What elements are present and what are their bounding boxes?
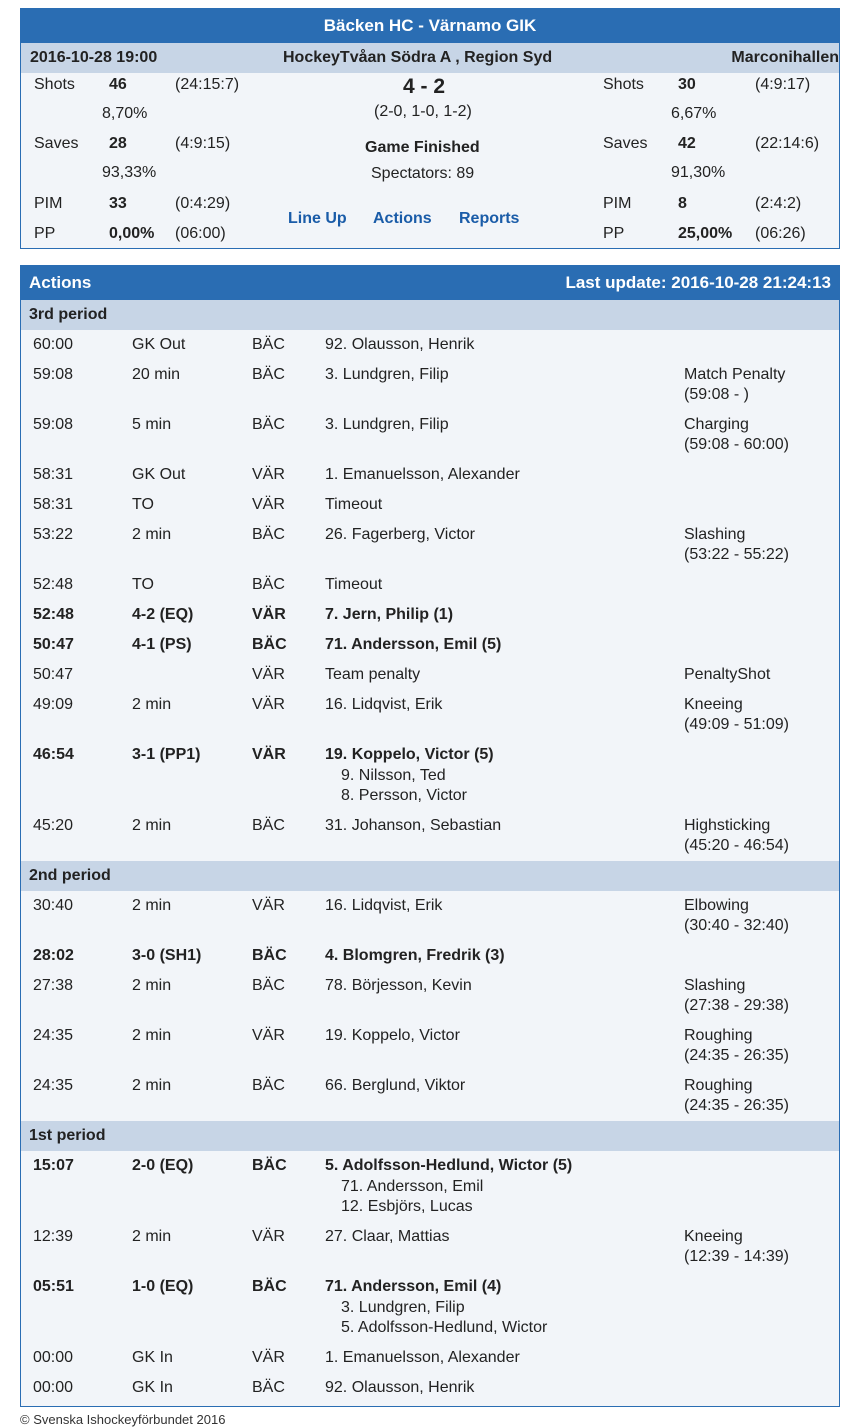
action-info: (30:40 - 32:40) [684, 917, 789, 934]
assist-player: 3. Lundgren, Filip [341, 1299, 465, 1316]
copyright-footer: © Svenska Ishockeyförbundet 2016 [20, 1412, 226, 1427]
action-time: 49:09 [33, 696, 74, 713]
home-shots-label: Shots [34, 76, 75, 93]
assist-player: 5. Adolfsson-Hedlund, Wictor [341, 1319, 548, 1336]
lineup-link[interactable]: Line Up [288, 210, 347, 227]
game-summary-panel [20, 8, 840, 249]
actions-link[interactable]: Actions [373, 210, 432, 227]
period-scores: (2-0, 1-0, 1-2) [374, 103, 472, 120]
action-time: 58:31 [33, 466, 74, 483]
action-player: 27. Claar, Mattias [325, 1228, 450, 1245]
action-time: 27:38 [33, 977, 74, 994]
action-player: 92. Olausson, Henrik [325, 1379, 475, 1396]
home-saves: 28 [109, 135, 127, 152]
action-team: BÄC [252, 636, 287, 653]
away-saves-split: (22:14:6) [755, 135, 820, 152]
action-event: 3-0 (SH1) [132, 947, 202, 964]
period-header: 1st period [21, 1121, 839, 1151]
action-event: 2 min [132, 1228, 172, 1245]
action-player: 3. Lundgren, Filip [325, 366, 449, 383]
home-pp: 0,00% [109, 225, 155, 242]
home-shots-split: (24:15:7) [175, 76, 240, 93]
away-pim-label: PIM [603, 195, 632, 212]
action-time: 50:47 [33, 636, 74, 653]
action-info: Kneeing [684, 1228, 743, 1245]
action-player: 19. Koppelo, Victor [325, 1027, 460, 1044]
action-time: 15:07 [33, 1157, 74, 1174]
action-event: GK Out [132, 336, 186, 353]
away-saves-pct: 91,30% [671, 164, 726, 181]
action-row [21, 1373, 839, 1403]
away-pp: 25,00% [678, 225, 733, 242]
action-player: 5. Adolfsson-Hedlund, Wictor (5) [325, 1157, 573, 1174]
action-team: BÄC [252, 336, 285, 353]
action-info: (27:38 - 29:38) [684, 997, 789, 1014]
action-player: 4. Blomgren, Fredrik (3) [325, 947, 505, 964]
action-info: (59:08 - ) [684, 386, 749, 403]
game-info-bar [21, 43, 839, 73]
action-row [21, 891, 839, 941]
action-team: BÄC [252, 947, 287, 964]
action-info: Roughing [684, 1027, 753, 1044]
action-event: 2-0 (EQ) [132, 1157, 194, 1174]
goal-row [21, 941, 839, 971]
home-pim-split: (0:4:29) [175, 195, 231, 212]
away-shots-split: (4:9:17) [755, 76, 811, 93]
actions-header [21, 266, 839, 300]
action-player: Timeout [325, 576, 383, 593]
game-status: Game Finished [365, 139, 480, 156]
assist-player: 12. Esbjörs, Lucas [341, 1198, 473, 1215]
action-team: VÄR [252, 1228, 285, 1245]
action-player: 16. Lidqvist, Erik [325, 897, 443, 914]
action-team: BÄC [252, 1077, 285, 1094]
action-time: 50:47 [33, 666, 74, 683]
reports-link[interactable]: Reports [459, 210, 520, 227]
game-league: HockeyTvåan Södra A , Region Syd [283, 49, 553, 66]
action-time: 28:02 [33, 947, 74, 964]
goal-row [21, 600, 839, 630]
action-row [21, 690, 839, 740]
action-player: Team penalty [325, 666, 421, 683]
action-event: 2 min [132, 1077, 172, 1094]
away-shots: 30 [678, 76, 696, 93]
action-event: GK Out [132, 466, 186, 483]
action-row [21, 811, 839, 861]
action-time: 60:00 [33, 336, 74, 353]
action-event: GK In [132, 1379, 173, 1396]
away-pp-time: (06:26) [755, 225, 806, 242]
action-info: (49:09 - 51:09) [684, 716, 789, 733]
action-player: 71. Andersson, Emil (4) [325, 1278, 502, 1295]
away-pim-split: (2:4:2) [755, 195, 802, 212]
home-pp-time: (06:00) [175, 225, 226, 242]
action-time: 59:08 [33, 366, 74, 383]
action-time: 46:54 [33, 746, 74, 763]
action-event: 2 min [132, 526, 172, 543]
action-info: (24:35 - 26:35) [684, 1047, 789, 1064]
action-row [21, 520, 839, 570]
action-row [21, 490, 839, 520]
goal-row [21, 1272, 839, 1343]
action-time: 52:48 [33, 606, 74, 623]
action-row [21, 570, 839, 600]
action-row [21, 660, 839, 690]
action-info: Roughing [684, 1077, 753, 1094]
home-pim: 33 [109, 195, 127, 212]
away-pp-label: PP [603, 225, 625, 242]
action-event: GK In [132, 1349, 173, 1366]
action-info: (24:35 - 26:35) [684, 1097, 789, 1114]
action-player: 66. Berglund, Viktor [325, 1077, 466, 1094]
action-row [21, 410, 839, 460]
action-time: 53:22 [33, 526, 74, 543]
action-info: Match Penalty [684, 366, 786, 383]
action-info: Elbowing [684, 897, 749, 914]
action-row [21, 460, 839, 490]
action-player: 3. Lundgren, Filip [325, 416, 449, 433]
action-event: 4-2 (EQ) [132, 606, 194, 623]
action-player: 1. Emanuelsson, Alexander [325, 466, 520, 483]
action-time: 58:31 [33, 496, 74, 513]
action-row [21, 971, 839, 1021]
assist-player: 8. Persson, Victor [341, 787, 467, 804]
action-info: Charging [684, 416, 749, 433]
action-row [21, 1071, 839, 1121]
away-saves: 42 [678, 135, 696, 152]
period-header: 2nd period [21, 861, 839, 891]
action-time: 30:40 [33, 897, 74, 914]
game-title: Bäcken HC - Värnamo GIK [21, 9, 839, 43]
action-player: 92. Olausson, Henrik [325, 336, 475, 353]
action-team: VÄR [252, 666, 285, 683]
last-update: Last update: 2016-10-28 21:24:13 [565, 273, 831, 292]
period-header: 3rd period [21, 300, 839, 330]
goal-row [21, 740, 839, 811]
home-shots: 46 [109, 76, 127, 93]
assist-player: 71. Andersson, Emil [341, 1178, 484, 1195]
away-shots-pct: 6,67% [671, 105, 717, 122]
game-venue: Marconihallen [731, 49, 839, 66]
action-info: Slashing [684, 526, 746, 543]
action-player: 31. Johanson, Sebastian [325, 817, 502, 834]
action-time: 24:35 [33, 1027, 74, 1044]
assist-player: 9. Nilsson, Ted [341, 767, 446, 784]
spectators: Spectators: 89 [371, 165, 475, 182]
action-time: 45:20 [33, 817, 74, 834]
action-player: 71. Andersson, Emil (5) [325, 636, 502, 653]
home-saves-pct: 93,33% [102, 164, 157, 181]
action-player: 19. Koppelo, Victor (5) [325, 746, 494, 763]
action-player: 78. Börjesson, Kevin [325, 977, 472, 994]
action-event: 2 min [132, 1027, 172, 1044]
action-team: VÄR [252, 1349, 285, 1366]
action-team: BÄC [252, 817, 285, 834]
action-team: VÄR [252, 897, 285, 914]
action-team: BÄC [252, 1379, 285, 1396]
action-event: 2 min [132, 977, 172, 994]
action-player: 1. Emanuelsson, Alexander [325, 1349, 520, 1366]
game-datetime: 2016-10-28 19:00 [30, 49, 158, 66]
action-row [21, 1222, 839, 1272]
home-pim-label: PIM [34, 195, 63, 212]
actions-panel [20, 265, 840, 1407]
action-info: Highsticking [684, 817, 771, 834]
action-team: VÄR [252, 496, 285, 513]
action-info: (45:20 - 46:54) [684, 837, 789, 854]
action-event: 2 min [132, 897, 172, 914]
home-shots-pct: 8,70% [102, 105, 148, 122]
goal-row [21, 630, 839, 660]
action-time: 59:08 [33, 416, 74, 433]
action-time: 52:48 [33, 576, 74, 593]
actions-title: Actions [29, 273, 92, 292]
action-team: VÄR [252, 1027, 285, 1044]
home-pp-label: PP [34, 225, 56, 242]
action-event: 5 min [132, 416, 172, 433]
action-event: 1-0 (EQ) [132, 1278, 194, 1295]
action-time: 00:00 [33, 1379, 74, 1396]
action-row [21, 1021, 839, 1071]
action-team: BÄC [252, 1157, 287, 1174]
game-score: 4 - 2 [403, 75, 446, 98]
home-saves-label: Saves [34, 135, 79, 152]
action-team: VÄR [252, 696, 285, 713]
action-info: (12:39 - 14:39) [684, 1248, 789, 1265]
home-saves-split: (4:9:15) [175, 135, 231, 152]
action-time: 00:00 [33, 1349, 74, 1366]
action-player: 16. Lidqvist, Erik [325, 696, 443, 713]
action-event: 3-1 (PP1) [132, 746, 201, 763]
action-player: Timeout [325, 496, 383, 513]
action-event: 4-1 (PS) [132, 636, 192, 653]
action-info: PenaltyShot [684, 666, 771, 683]
action-team: BÄC [252, 526, 285, 543]
action-team: BÄC [252, 366, 285, 383]
action-event: 2 min [132, 817, 172, 834]
action-event: 2 min [132, 696, 172, 713]
action-info: (59:08 - 60:00) [684, 436, 789, 453]
action-row [21, 360, 839, 410]
action-time: 05:51 [33, 1278, 74, 1295]
action-team: BÄC [252, 977, 285, 994]
action-team: BÄC [252, 1278, 287, 1295]
action-team: BÄC [252, 416, 285, 433]
action-player: 26. Fagerberg, Victor [325, 526, 476, 543]
action-team: VÄR [252, 606, 286, 623]
action-time: 24:35 [33, 1077, 74, 1094]
action-team: BÄC [252, 576, 285, 593]
action-row [21, 330, 839, 360]
action-time: 12:39 [33, 1228, 74, 1245]
away-saves-label: Saves [603, 135, 648, 152]
away-shots-label: Shots [603, 76, 644, 93]
action-team: VÄR [252, 746, 286, 763]
action-player: 7. Jern, Philip (1) [325, 606, 454, 623]
action-info: (53:22 - 55:22) [684, 546, 789, 563]
goal-row [21, 1151, 839, 1222]
action-event: 20 min [132, 366, 181, 383]
action-team: VÄR [252, 466, 285, 483]
action-info: Kneeing [684, 696, 743, 713]
away-pim: 8 [678, 195, 687, 212]
action-event: TO [132, 496, 154, 513]
action-row [21, 1343, 839, 1373]
action-info: Slashing [684, 977, 746, 994]
action-event: TO [132, 576, 154, 593]
